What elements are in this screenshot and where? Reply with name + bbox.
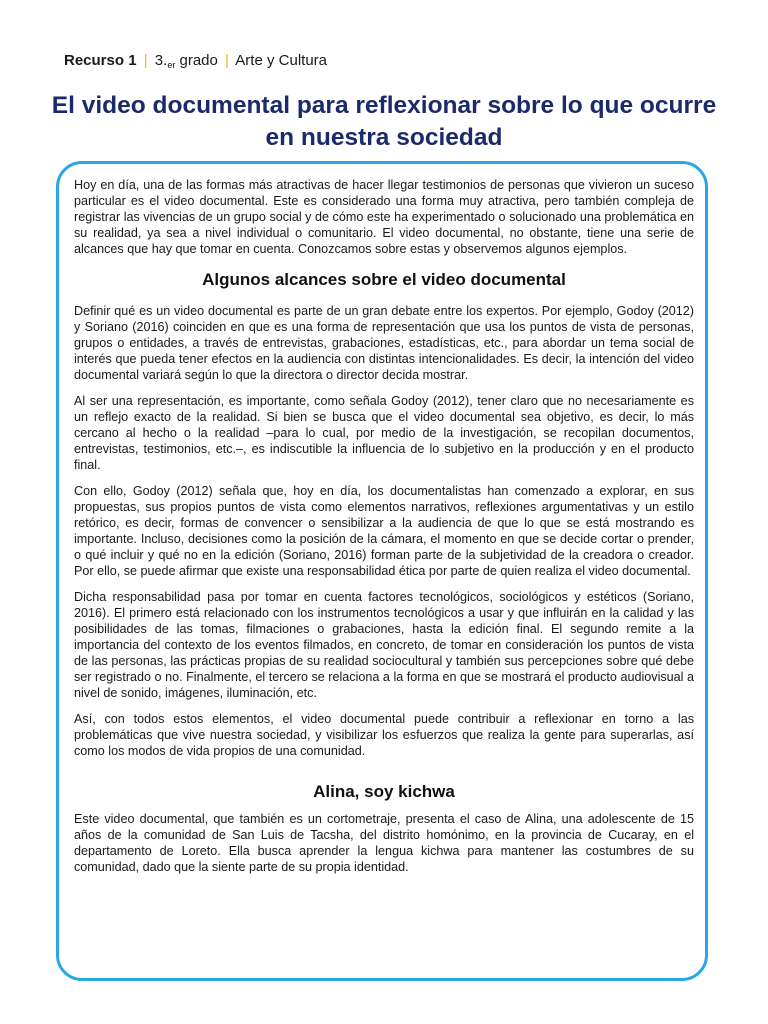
document-body [74,177,694,885]
section-paragraph: Al ser una representación, es importante, como señala Godoy (2012), tener claro que no necesariamente es un reflejo exacto de la realidad. Si bien se busca que el video documental sea objetivo, es decir, lo más cercano al hecho o la realidad –para lo cual, por medio de la investigación, se recopilan documentos, entrevistas, testimonios, etc.–, es indiscutible la influencia de lo subjetivo en la producción y en el producto final. [74,394,694,472]
page-title: El video documental para reflexionar sobre lo que ocurre en nuestra sociedad [51,92,717,151]
section-heading-alcances: Algunos alcances sobre el video documental [202,270,566,289]
section-paragraph: Así, con todos estos elementos, el video documental puede contribuir a reflexionar en torno a las problemáticas que vive nuestra sociedad, y visibilizar los esfuerzos que realiza la gente para superarlas, así como los modos de vida propios de una comunidad. [74,712,694,758]
section-paragraph: Dicha responsabilidad pasa por tomar en cuenta factores tecnológicos, sociológicos y estéticos (Soriano, 2016). El primero está relacionado con los instrumentos tecnológicos a usar y que influirán en la calidad y las posibilidades de las tomas, filmaciones o grabaciones, hasta la edición final. El segundo remite a la importancia del contexto de los eventos filmados, en concreto, de tomar en consideración los puntos de vista de las personas, las prácticas propias de su realidad sociocultural y también sus percepciones sobre qué debe ser registrado o no. Finalmente, el tercero se relaciona a la forma en que se mostrará el producto audiovisual a nivel de sonido, imágenes, iluminación, etc. [74,590,694,700]
grade-word: grado [179,52,218,69]
section-paragraph: Con ello, Godoy (2012) señala que, hoy en día, los documentalistas han comenzado a explorar, en sus propuestas, sus propios puntos de vista como elementos narrativos, reflexiones argumentativas y un estilo retórico, es decir, formas de convencer o sensibilizar a la audiencia de que lo que se está mostrando es importante. Incluso, decisiones como la posición de la cámara, el momento en que se decide cortar o prender, o qué incluir y qué no en la edición (Soriano, 2016) forman parte de la subjetividad de la creadora o creador. Por ello, se puede afirmar que existe una responsabilidad ética por parte de quien realiza el video documental. [74,484,694,578]
section-paragraph: Definir qué es un video documental es parte de un gran debate entre los expertos. Por ejemplo, Godoy (2012) y Soriano (2016) coinciden en que es una forma de representación que usa los puntos de vista de personas, grupos o entidades, a través de entrevistas, grabaciones, estadísticas, etc., para abordar un tema social de interés que pueda tener efectos en la audiencia con distintas intencionalidades. Es decir, la intención del video documental variará según lo que la directora o director decida mostrar. [74,304,694,382]
resource-label: Recurso 1 [64,52,137,69]
intro-paragraph: Hoy en día, una de las formas más atractivas de hacer llegar testimonios de personas que vivieron un suceso particular es el video documental. Este es considerado una forma muy atractiva, pero también compleja de registrar las vivencias de un grupo social y de cómo este ha experimentado o solucionado una problemática en su realidad, ya sea a nivel individual o comunitario. El video documental, no obstante, tiene una serie de alcances que hay que tomar en cuenta. Conozcamos sobre estas y observemos algunos ejemplos. [74,178,694,256]
section-heading-alina: Alina, soy kichwa [313,782,455,801]
header-separator: | [225,52,229,69]
section-paragraph: Este video documental, que también es un cortometraje, presenta el caso de Alina, una adolescente de 15 años de la comunidad de San Luis de Tacsha, del distrito homónimo, en la provincia de Cucaray, en el departamento de Loreto. Ella busca aprender la lengua kichwa para mantener las costumbres de su comunidad, dado que la siente parte de su propia identidad. [74,812,694,874]
resource-header [64,51,327,72]
grade-ordinal: er [167,60,176,70]
grade-number: 3. [154,52,168,69]
header-separator: | [143,52,148,69]
subject-label: Arte y Cultura [235,52,327,69]
